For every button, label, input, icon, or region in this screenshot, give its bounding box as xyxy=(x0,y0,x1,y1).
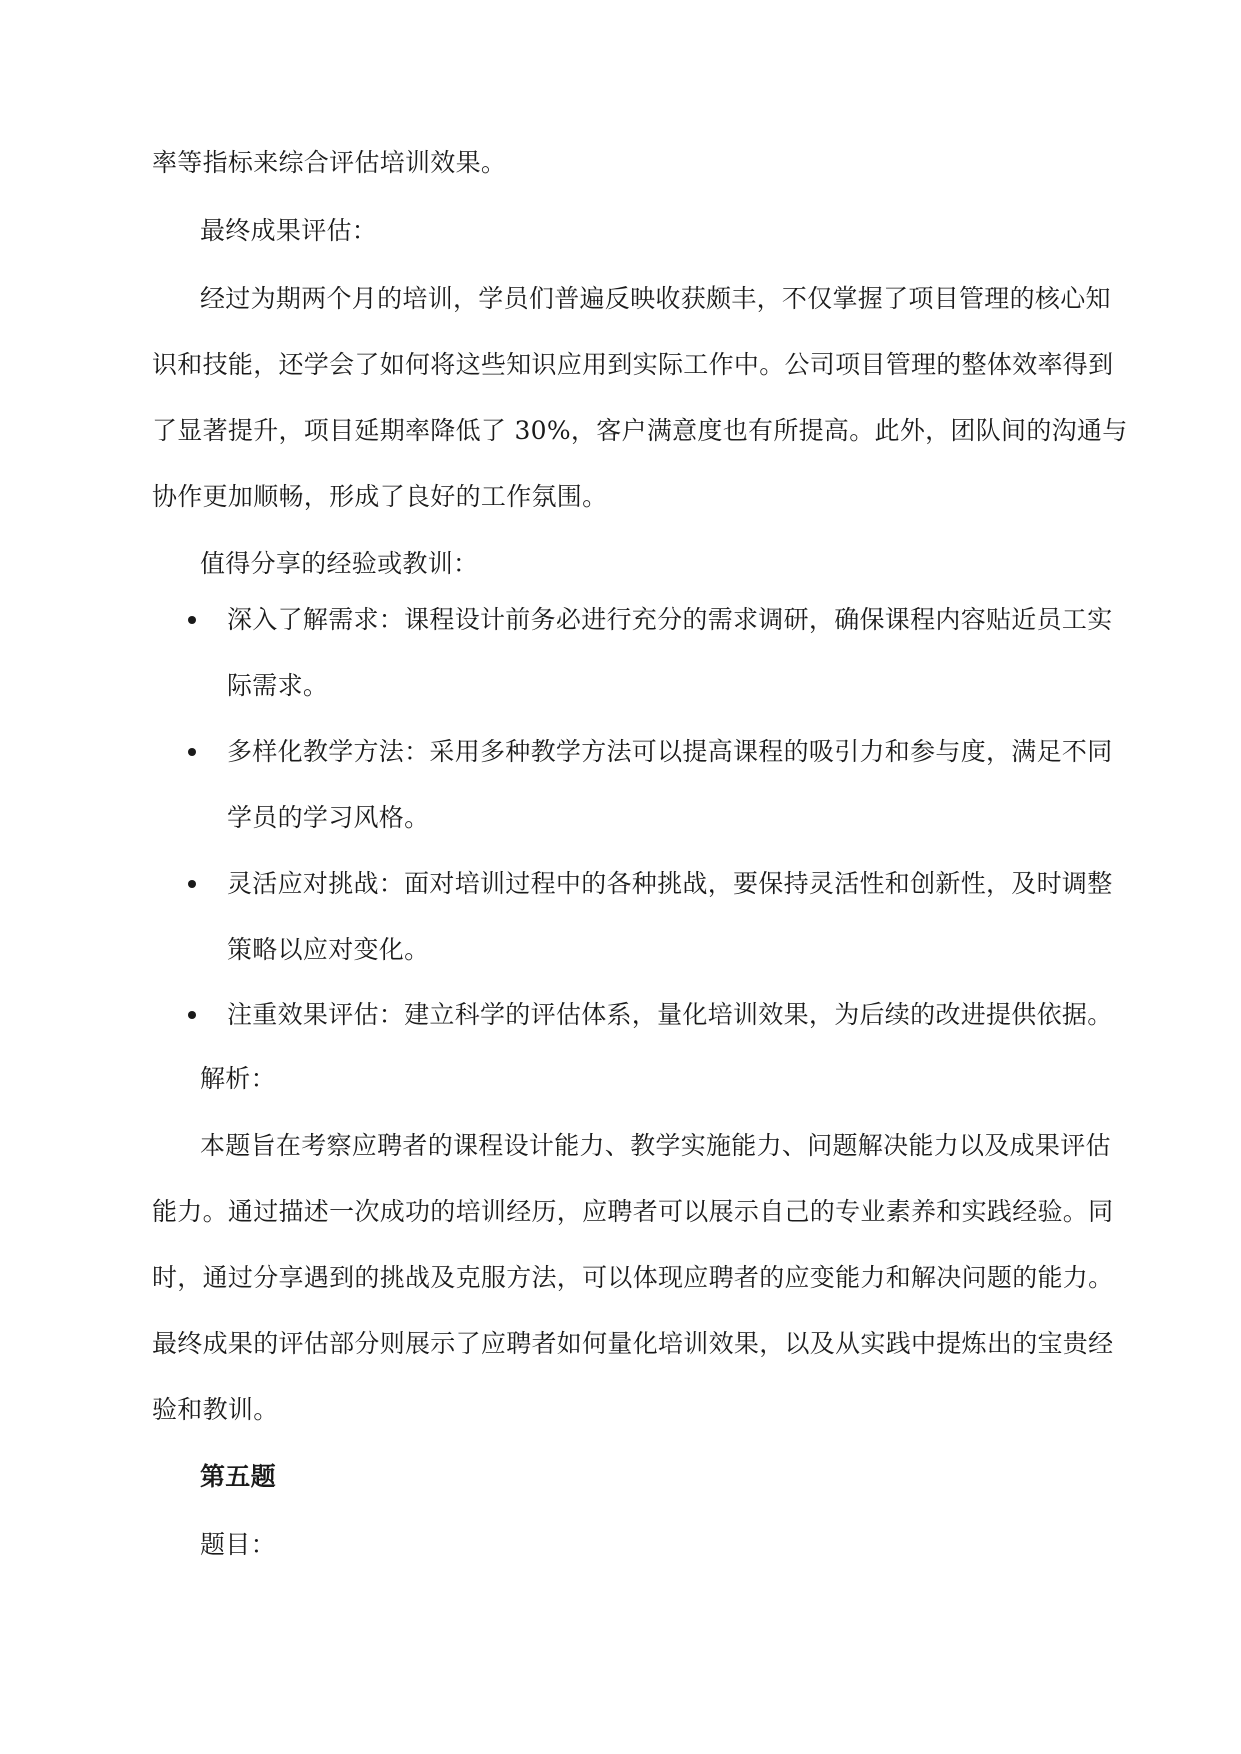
lesson-2-line-1: 多样化教学方法：采用多种教学方法可以提高课程的吸引力和参与度，满足不同 xyxy=(227,737,1113,766)
final-para-line-2: 识和技能，还学会了如何将这些知识应用到实际工作中。公司项目管理的整体效率得到 xyxy=(152,350,1114,379)
bullet-icon xyxy=(188,616,196,624)
analysis-para-line-3: 时，通过分享遇到的挑战及克服方法，可以体现应聘者的应变能力和解决问题的能力。 xyxy=(152,1263,1114,1292)
intro-tail-line: 率等指标来综合评估培训效果。 xyxy=(152,148,507,177)
analysis-para-line-2: 能力。通过描述一次成功的培训经历，应聘者可以展示自己的专业素养和实践经验。同 xyxy=(152,1197,1114,1226)
lesson-3-line-1: 灵活应对挑战：面对培训过程中的各种挑战，要保持灵活性和创新性，及时调整 xyxy=(227,869,1113,898)
lesson-2-line-2: 学员的学习风格。 xyxy=(227,803,430,832)
analysis-para-line-5: 验和教训。 xyxy=(152,1395,279,1424)
analysis-heading: 解析： xyxy=(200,1064,276,1093)
analysis-para-line-1: 本题旨在考察应聘者的课程设计能力、教学实施能力、问题解决能力以及成果评估 xyxy=(200,1131,1111,1160)
bullet-icon xyxy=(188,880,196,888)
final-para-line-4: 协作更加顺畅，形成了良好的工作氛围。 xyxy=(152,482,608,511)
lesson-3-line-2: 策略以应对变化。 xyxy=(227,935,430,964)
final-para-line-1: 经过为期两个月的培训，学员们普遍反映收获颇丰，不仅掌握了项目管理的核心知 xyxy=(200,284,1111,313)
final-assessment-heading: 最终成果评估： xyxy=(200,216,378,245)
bullet-icon xyxy=(188,748,196,756)
lesson-1-line-2: 际需求。 xyxy=(227,671,329,700)
lesson-1-line-1: 深入了解需求：课程设计前务必进行充分的需求调研，确保课程内容贴近员工实 xyxy=(227,605,1113,634)
bullet-icon xyxy=(188,1011,196,1019)
question-label: 题目： xyxy=(200,1530,276,1559)
final-para-line-3: 了显著提升，项目延期率降低了 30%，客户满意度也有所提高。此外，团队间的沟通与 xyxy=(152,416,1128,445)
analysis-para-line-4: 最终成果的评估部分则展示了应聘者如何量化培训效果，以及从实践中提炼出的宝贵经 xyxy=(152,1329,1114,1358)
lessons-heading: 值得分享的经验或教训： xyxy=(200,549,479,578)
lesson-4-line-1: 注重效果评估：建立科学的评估体系，量化培训效果，为后续的改进提供依据。 xyxy=(227,1000,1113,1029)
section-title: 第五题 xyxy=(200,1462,276,1491)
